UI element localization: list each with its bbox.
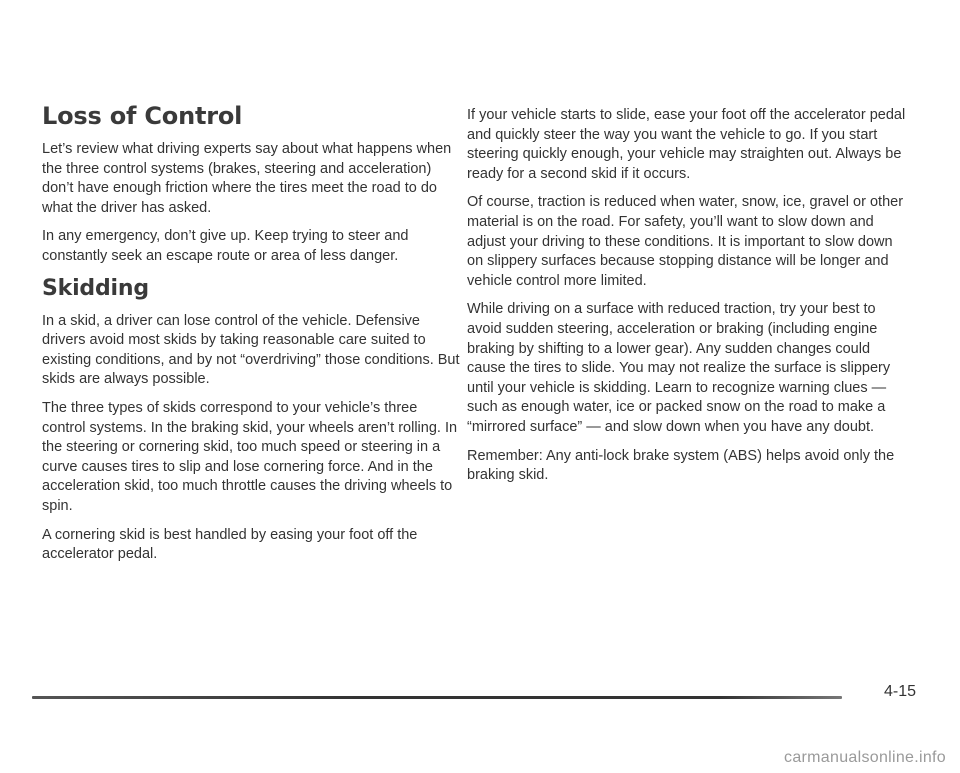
paragraph-traction: Of course, traction is reduced when water, snow, ice, gravel or other material is on the road. For safety, you’ll want to slow down and adjust your driving to these conditions. It is important to slow down on slippery surfaces because stopping distance will be longer and vehicle control more limited. — [467, 194, 904, 289]
heading-loss-of-control: Loss of Control — [42, 102, 243, 130]
watermark-text: carmanualsonline.info — [784, 749, 946, 766]
paragraph-cornering-skid: A cornering skid is best handled by easing your foot off the accelerator pedal. — [42, 526, 418, 563]
heading-skidding: Skidding — [42, 275, 149, 301]
paragraph-review: Let’s review what driving experts say about what happens when the three control systems (brakes, steering and acceleration) don’t have enough friction where the tires meet the road to do what the driver has asked. — [42, 141, 452, 216]
paragraph-reduced-traction: While driving on a surface with reduced traction, try your best to avoid sudden steering, acceleration or braking (including engine braking by shifting to a lower gear). Any sudden changes could cause the tires to slide. You may not realize the surface is slippery until your vehicle is skidding. Learn to recognize warning clues — such as enough water, ice or packed snow on the road to make a “mirrored surface” — and slow down when you have any doubt. — [467, 301, 891, 435]
paragraph-skid-intro: In a skid, a driver can lose control of the vehicle. Defensive drivers avoid most skids by taking reasonable care suited to existing conditions, and by not “overdriving” those conditions. But skids are always possible. — [42, 312, 460, 388]
right-column — [467, 106, 907, 495]
paragraph-skid-types: The three types of skids correspond to your vehicle’s three control systems. In the braking skid, your wheels aren’t rolling. In the steering or cornering skid, too much speed or steering in a curve causes tires to slip and lose cornering force. And in the acceleration skid, too much throttle causes the driving wheels to spin. — [42, 399, 458, 514]
manual-page — [14, 38, 946, 748]
footer-rule — [32, 696, 842, 699]
paragraph-abs: Remember: Any anti-lock brake system (ABS) helps avoid only the braking skid. — [467, 447, 895, 484]
paragraph-slide: If your vehicle starts to slide, ease your foot off the accelerator pedal and quickly steer the way you want the vehicle to go. If you start steering quickly enough, your vehicle may straighten out. Always be ready for a second skid if it occurs. — [467, 107, 906, 182]
left-column — [42, 102, 462, 574]
paragraph-emergency: In any emergency, don’t give up. Keep trying to steer and constantly seek an escape route or area of less danger. — [42, 228, 409, 264]
page-number: 4-15 — [883, 683, 916, 700]
